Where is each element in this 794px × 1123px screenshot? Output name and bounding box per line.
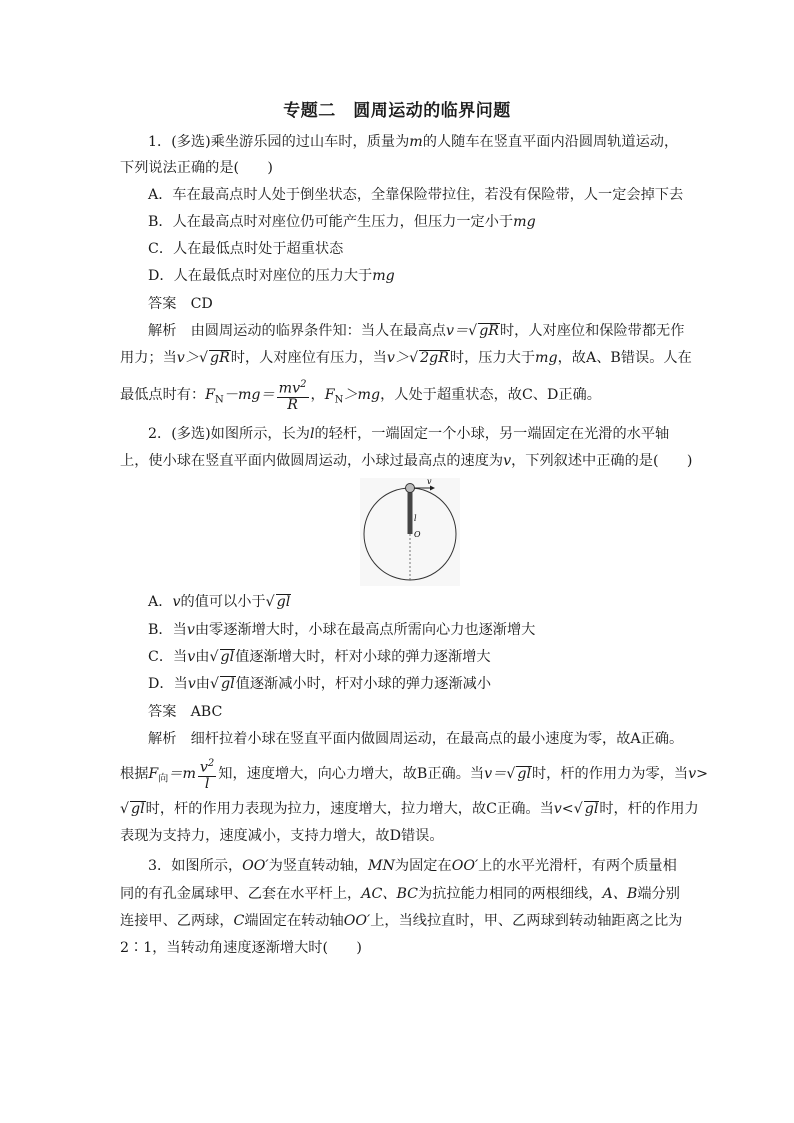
q1-analysis-line-3: 最低点时有：$F_N-mg=$ $\frac{mv^2}{R}$ ，$F_N>mg$，人处于超重状态，故C、D正确。 bbox=[120, 379, 601, 413]
q1-option-a: A．车在最高点时人处于倒坐状态，全靠保险带拉住，若没有保险带，人一定会掉下去 bbox=[148, 187, 684, 203]
q3-line-1: 3．如图所示，OO′为竖直转动轴，MN为固定在OO′上的水平光滑杆，有两个质量相 bbox=[148, 858, 677, 874]
q2-stem-line-2: 上，使小球在竖直平面内做圆周运动，小球过最高点的速度为v，下列叙述中正确的是( ) bbox=[120, 453, 693, 469]
label-v: v bbox=[427, 478, 432, 486]
q1-stem-line-2: 下列说法正确的是( ) bbox=[120, 160, 273, 176]
q2-option-a: A．v的值可以小于√ gl bbox=[148, 594, 291, 610]
q2-option-d: D．当v由√ gl值逐渐减小时，杆对小球的弹力逐渐减小 bbox=[148, 676, 492, 692]
q1-option-d: D．人在最低点时对座位的压力大于mg bbox=[148, 268, 395, 284]
q3-line-3: 连接甲、乙两球，C端固定在转动轴OO′上，当线拉直时，甲、乙两球到转动轴距离之比为 bbox=[120, 913, 683, 929]
q2-stem-line-1: 2．(多选)如图所示，长为l的轻杆，一端固定一个小球，另一端固定在光滑的水平轴 bbox=[148, 426, 670, 442]
q1-stem-line-1: 1．(多选)乘坐游乐园的过山车时，质量为m的人随车在竖直平面内沿圆周轨道运动， bbox=[148, 134, 679, 150]
label-o: O bbox=[414, 530, 421, 539]
q1-analysis-line-1: 解析 由圆周运动的临界条件知：当人在最高点v＝√ gR时，人对座位和保险带都无作 bbox=[148, 323, 685, 339]
q1-analysis-line-2: 用力；当v＞√ gR时，人对座位有压力，当v＞√ 2gR时，压力大于mg，故A、B错误。人在 bbox=[120, 350, 692, 366]
centripetal-fraction: $\frac{mv^2}{R}$ bbox=[278, 379, 307, 413]
q1-answer: 答案 CD bbox=[148, 296, 213, 312]
rod-circle-figure bbox=[360, 478, 460, 586]
q3-line-4: 2∶1，当转动角速度逐渐增大时( ) bbox=[120, 940, 362, 956]
q2-answer: 答案 ABC bbox=[148, 704, 223, 720]
label-l: l bbox=[414, 514, 417, 523]
q2-analysis-line-3: √ gl时，杆的作用力表现为拉力，速度增大，拉力增大，故C正确。当v<√ gl时，杆的作用力 bbox=[120, 801, 699, 817]
q2-analysis-line-1: 解析 细杆拉着小球在竖直平面内做圆周运动，在最高点的最小速度为零，故A正确。 bbox=[148, 731, 684, 747]
q1-option-b: B．人在最高点时对座位仍可能产生压力，但压力一定小于mg bbox=[148, 214, 536, 230]
page-title: 专题二 圆周运动的临界问题 bbox=[283, 101, 511, 121]
q2-analysis-line-4: 表现为支持力，速度减小，支持力增大，故D错误。 bbox=[120, 828, 444, 844]
light-rod bbox=[408, 489, 413, 534]
q2-option-c: C．当v由√ gl值逐渐增大时，杆对小球的弹力逐渐增大 bbox=[148, 649, 491, 665]
q2-option-b: B．当v由零逐渐增大时，小球在最高点所需向心力也逐渐增大 bbox=[148, 622, 536, 638]
q3-line-2: 同的有孔金属球甲、乙套在水平杆上，AC、BC为抗拉能力相同的两根细线，A、B端分别 bbox=[120, 886, 680, 902]
ball bbox=[406, 484, 415, 493]
centripetal-fraction-2: $\frac{v^2}{l}$ bbox=[199, 758, 215, 792]
q2-analysis-line-2: 根据$F_向=m$ $\frac{v^2}{l}$ 知，速度增大，向心力增大，故B正确。当v＝√ gl时，杆的作用力为零，当v> bbox=[120, 758, 708, 792]
q1-option-c: C．人在最低点时处于超重状态 bbox=[148, 241, 344, 257]
